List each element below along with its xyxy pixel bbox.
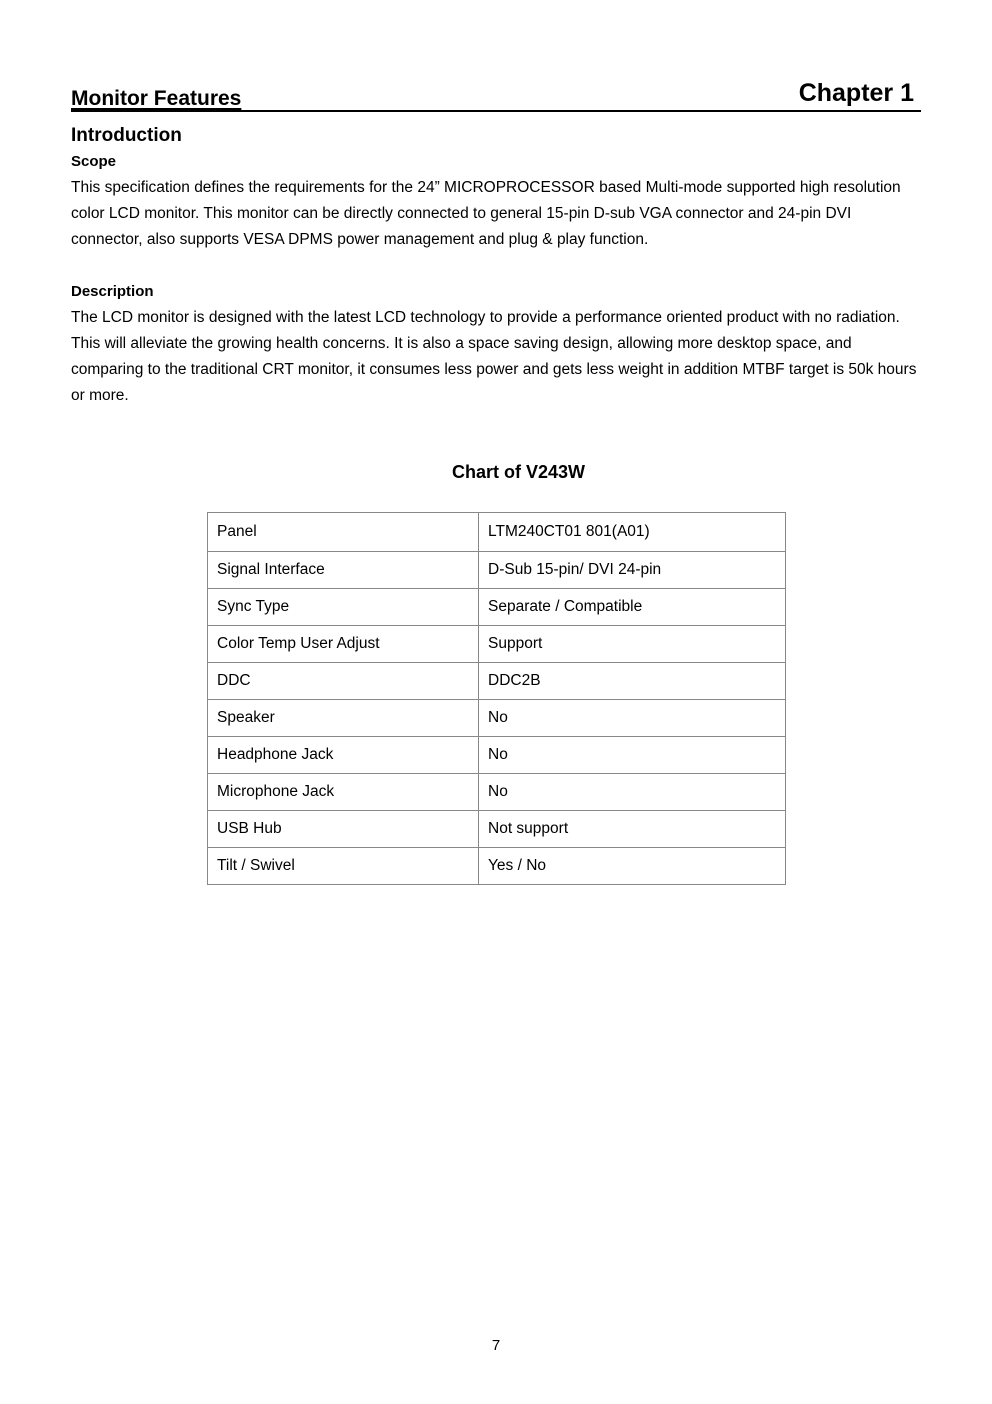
scope-paragraph: This specification defines the requirements for the 24” MICROPROCESSOR based Multi-mode supported high resolution color LCD monitor. This monitor can be directly connected to general 15-pin D-sub VGA connector and 24-pin DVI connector, also supports VESA DPMS power management and plug & play function. [71,179,901,248]
table-row [208,626,786,663]
spec-label: Headphone Jack [208,737,479,774]
table-row [208,811,786,848]
spec-value: No [479,700,786,737]
spec-value: DDC2B [479,663,786,700]
spec-value: Not support [479,811,786,848]
table-row [208,663,786,700]
spec-value: LTM240CT01 801(A01) [479,513,786,552]
spec-value: Support [479,626,786,663]
spec-label: Panel [208,513,479,552]
spec-label: USB Hub [208,811,479,848]
spec-value: No [479,737,786,774]
table-row [208,700,786,737]
table-row [208,552,786,589]
chapter-label: Chapter 1 [798,79,914,107]
spec-value: D-Sub 15-pin/ DVI 24-pin [479,552,786,589]
spec-label: Signal Interface [208,552,479,589]
spec-label: Tilt / Swivel [208,848,479,885]
spec-label: Color Temp User Adjust [208,626,479,663]
spec-label: Sync Type [208,589,479,626]
table-row [208,737,786,774]
spec-value: No [479,774,786,811]
spec-value: Yes / No [479,848,786,885]
table-row [208,513,786,552]
spec-value: Separate / Compatible [479,589,786,626]
scope-heading: Scope [71,153,117,170]
spec-label: Speaker [208,700,479,737]
chart-title: Chart of V243W [451,462,586,482]
table-row [208,848,786,885]
page-number: 7 [491,1337,501,1354]
spec-label: Microphone Jack [208,774,479,811]
page-header [71,74,921,112]
table-row [208,589,786,626]
introduction-heading: Introduction [71,125,182,146]
spec-label: DDC [208,663,479,700]
table-row [208,774,786,811]
description-heading: Description [71,283,154,300]
spec-table [207,512,786,885]
section-title: Monitor Features [71,87,242,110]
description-paragraph: The LCD monitor is designed with the latest LCD technology to provide a performance oriented product with no radiation. This will alleviate the growing health concerns. It is also a space saving design, allowing more desktop space, and comparing to the traditional CRT monitor, it consumes less power and gets less weight in addition MTBF target is 50k hours or more. [71,309,917,404]
